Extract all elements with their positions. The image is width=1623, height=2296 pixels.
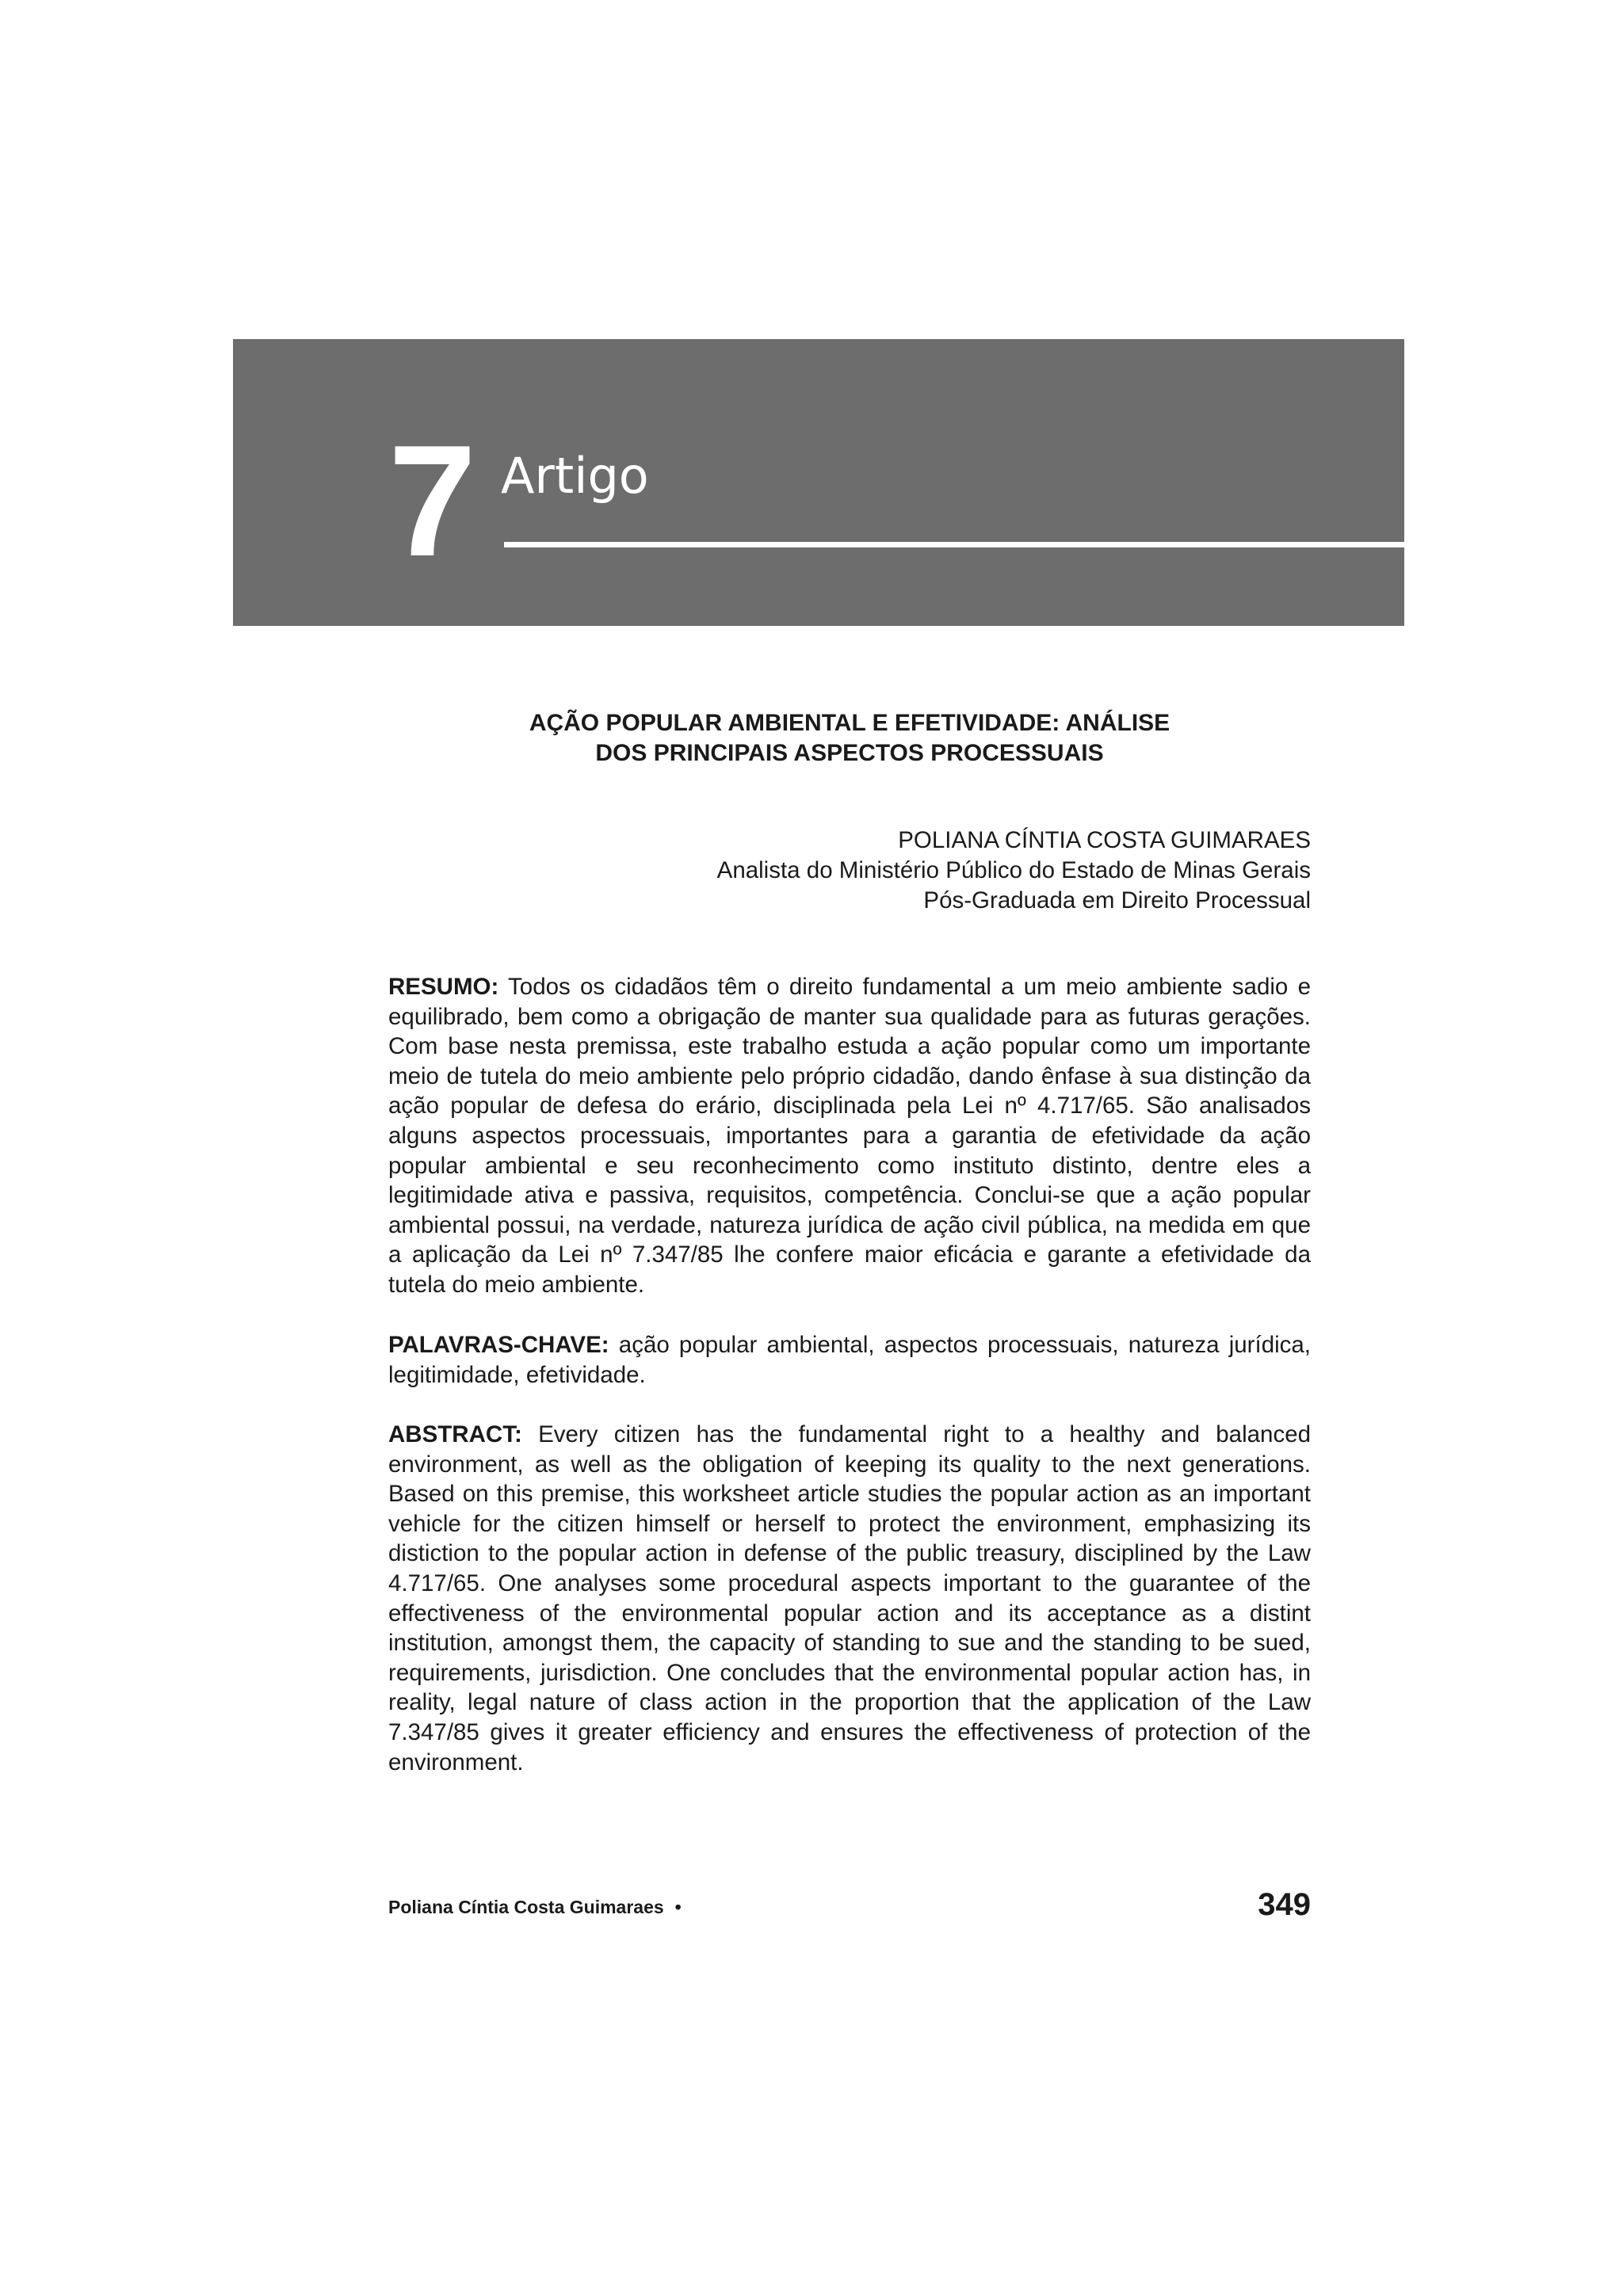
article-title-line-1: AÇÃO POPULAR AMBIENTAL E EFETIVIDADE: ANÁLISE (529, 710, 1170, 736)
author-block (388, 826, 1311, 916)
resumo-paragraph (388, 972, 1311, 1300)
author-affiliation: Analista do Ministério Público do Estado de Minas Gerais (716, 857, 1311, 883)
abstract-text: Every citizen has the fundamental right to a healthy and balanced environment, as well as the obligation of keeping its quality to the next generations. Based on this premise, this worksheet article studies the popular action as an important vehicle for the citizen himself or herself to protect the environment, emphasizing its distiction to the popular action in defense of the public treasury, disciplined by the Law 4.717/65. One analyses some procedural aspects important to the guarantee of the effectiveness of the environmental popular action and its acceptance as a distint institution, amongst them, the capacity of standing to sue and the standing to be sued, requirements, jurisdiction. One concludes that the environmental popular action has, in reality, legal nature of class action in the proportion that the application of the Law 7.347/85 gives it greater efficiency and ensures the effectiveness of protection of the environment. (388, 1421, 1312, 1775)
article-title-line-2: DOS PRINCIPAIS ASPECTOS PROCESSUAIS (595, 740, 1104, 766)
author-degree: Pós-Graduada em Direito Processual (923, 887, 1311, 913)
keywords-paragraph (388, 1330, 1311, 1390)
resumo-label: RESUMO: (388, 974, 499, 1000)
author-name: POLIANA CÍNTIA COSTA GUIMARAES (898, 827, 1311, 853)
resumo-text: Todos os cidadãos têm o direito fundamental a um meio ambiente sadio e equilibrado, bem como a obrigação de manter sua qualidade para as futuras gerações. Com base nesta premissa, este trabalho estuda a ação popular como um importante meio de tutela do meio ambiente pelo próprio cidadão, dando ênfase à sua distinção da ação popular de defesa do erário, disciplinada pela Lei nº 4.717/65. São analisados alguns aspectos processuais, importantes para a garantia de efetividade da ação popular ambiental e seu reconhecimento como instituto distinto, dentre eles a legitimidade ativa e passiva, requisitos, competência. Conclui-se que a ação popular ambiental possui, na verdade, natureza jurídica de ação civil pública, na medida em que a aplicação da Lei nº 7.347/85 lhe confere maior eficácia e garante a efetividade da tutela do meio ambiente. (388, 974, 1311, 1298)
keywords-label: PALAVRAS-CHAVE: (388, 1332, 609, 1358)
article-title (388, 708, 1311, 769)
footer-author (388, 1895, 682, 1919)
header-rule-divider (504, 542, 1404, 547)
abstract-label: ABSTRACT: (388, 1421, 522, 1447)
section-label: Artigo (501, 447, 649, 505)
footer-author-name: Poliana Cíntia Costa Guimaraes (388, 1897, 664, 1917)
footer-bullet: • (674, 1897, 682, 1917)
chapter-number: 7 (388, 413, 474, 589)
abstract-paragraph (388, 1420, 1311, 1777)
keywords-text: ação popular ambiental, aspectos processuais, natureza jurídica, legitimidade, efetividade. (388, 1332, 1312, 1388)
page-number: 349 (1258, 1887, 1311, 1922)
